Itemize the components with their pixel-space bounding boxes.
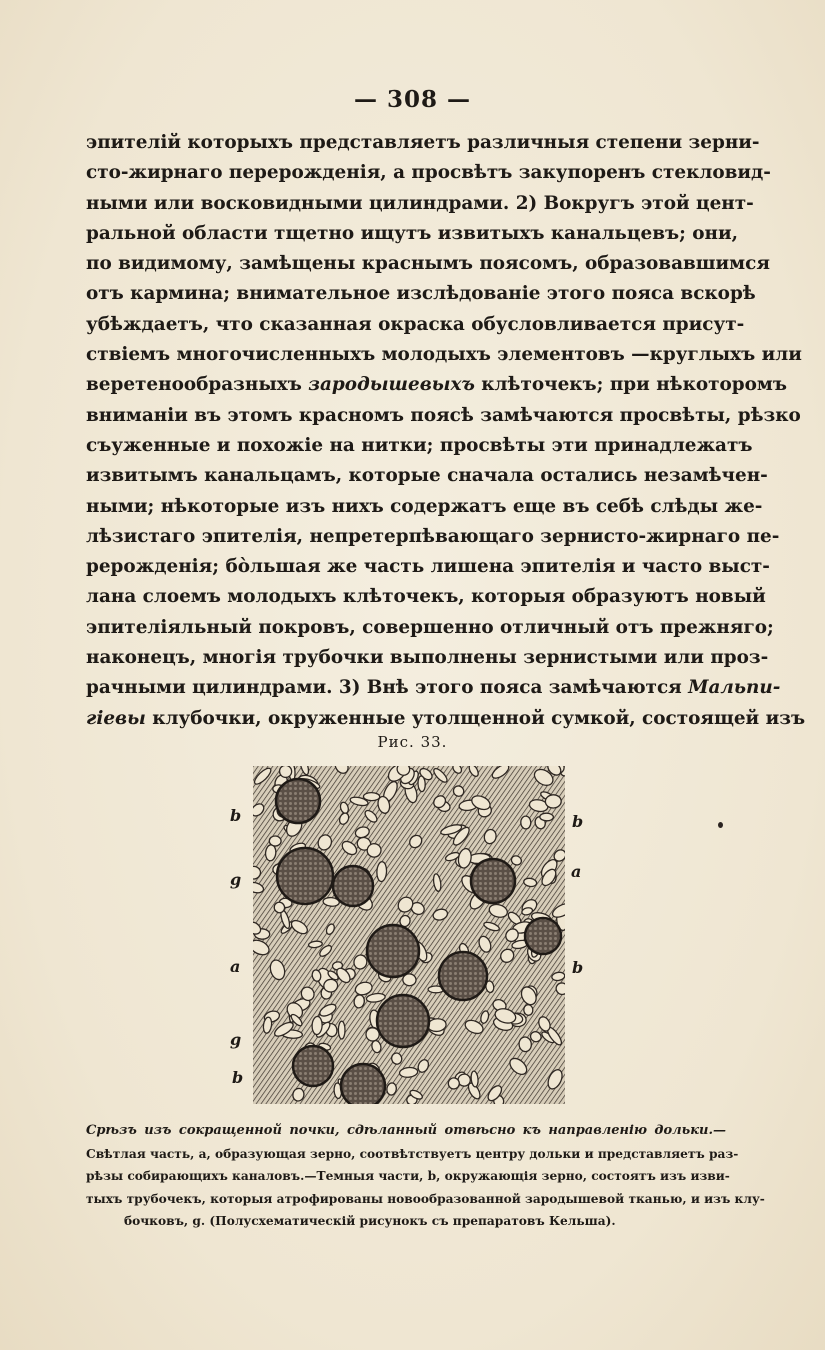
- text-line: ными или восковидными цилиндрами. 2) Вокругъ этой цент-: [86, 192, 754, 214]
- figure-caption: [86, 1120, 765, 1233]
- text-line: ральной области тщетно ищутъ извитыхъ канальцевъ; они,: [86, 222, 739, 244]
- text-line: [86, 704, 806, 734]
- text-line: [86, 370, 788, 400]
- caption-line: рѣзы собирающихъ каналовъ.—Темныя части, b, окружающія зерно, состоятъ изъ изви-: [86, 1169, 730, 1183]
- glomerulus: [276, 779, 320, 823]
- figure-label: b: [572, 812, 584, 831]
- figure-label: b: [232, 1068, 244, 1087]
- figure-label: a: [571, 862, 582, 881]
- text-line: извитымъ канальцамъ, которые сначала остались незамѣчен-: [86, 465, 768, 487]
- text-line: [86, 673, 781, 703]
- figure-label: b: [230, 806, 242, 825]
- glomerulus: [341, 1064, 385, 1104]
- figure-label: b: [572, 958, 584, 977]
- text-segment: клубочки, окруженные утолщенной сумкой, состоящей изъ: [145, 707, 806, 729]
- caption-line: бочковъ, g. (Полусхематическій рисунокъ съ препаратовъ Кельша).: [124, 1214, 616, 1228]
- figure-label: g: [230, 1030, 242, 1049]
- glomerulus: [293, 1046, 333, 1086]
- tubule-section: [418, 776, 426, 792]
- tubule-section: [323, 979, 338, 993]
- caption-line: Срѣзъ изъ сокращенной почки, сдѣланный отвѣсно къ направленію дольки.—: [86, 1123, 726, 1138]
- italic-term: гіевы: [86, 707, 146, 729]
- glomerulus: [525, 918, 561, 954]
- glomerulus: [333, 866, 373, 906]
- text-line: съуженные и похожіе на нитки; просвѣты эти принадлежатъ: [86, 434, 753, 456]
- tubule-section: [312, 1016, 323, 1034]
- tubule-section: [545, 794, 561, 808]
- tubule-section: [376, 861, 387, 881]
- text-line: ствіемъ многочисленныхъ молодыхъ элементовъ —круглыхъ или: [86, 344, 802, 366]
- text-segment: веретенообразныхъ: [86, 374, 309, 396]
- page-number: — 308 —: [353, 86, 472, 113]
- tubule-section: [269, 836, 281, 846]
- text-line: лѣзистаго эпителія, непретерпѣвающаго зернисто-жирнаго пе-: [86, 525, 780, 547]
- text-line: рерожденія; бо̀льшая же часть лишена эпителія и часто выст-: [86, 556, 770, 578]
- glomerulus: [439, 952, 487, 1000]
- text-line: сто-жирнаго перерожденія, а просвѣтъ закупоренъ стекловид-: [86, 162, 771, 184]
- caption-line: тыхъ трубочекъ, которыя атрофированы новообразованной зародышевой тканью, и изъ клу-: [86, 1191, 765, 1206]
- glomerulus: [367, 925, 419, 977]
- tubule-section: [540, 813, 554, 821]
- figure-label: a: [230, 957, 241, 976]
- tubule-section: [338, 1021, 345, 1039]
- text-line: по видимому, замѣщены краснымъ поясомъ, образовавшимся: [86, 253, 770, 275]
- ink-speck: [718, 822, 723, 828]
- text-line: отъ кармина; внимательное изслѣдованіе этого пояса вскорѣ: [86, 283, 756, 305]
- italic-term: зародышевыхъ: [308, 374, 475, 396]
- glomerulus: [377, 995, 429, 1047]
- text-line: наконецъ, многія трубочки выполнены зернистыми или проз-: [86, 647, 769, 669]
- text-segment: рачными цилиндрами. 3) Внѣ этого пояса замѣчаются: [86, 677, 689, 699]
- tubule-section: [523, 1004, 533, 1015]
- body-text: [86, 128, 806, 734]
- text-line: эпителіяльный покровъ, совершенно отличный отъ прежняго;: [86, 616, 774, 638]
- text-line: вниманіи въ этомъ красномъ поясѣ замѣчаются просвѣты, рѣзко: [86, 404, 801, 426]
- glomerulus: [277, 848, 333, 904]
- kidney-section-engraving: [253, 766, 565, 1104]
- italic-term: Мальпи-: [688, 677, 781, 699]
- text-line: убѣждаетъ, что сказанная окраска обусловливается присут-: [86, 313, 745, 335]
- figure-label: g: [230, 870, 242, 889]
- figure-title: Рис. 33.: [377, 733, 448, 751]
- tubule-section: [521, 816, 531, 829]
- text-line: эпителій которыхъ представляетъ различныя степени зерни-: [86, 132, 760, 153]
- text-line: ными; нѣкоторые изъ нихъ содержатъ еще въ себѣ слѣды же-: [86, 495, 763, 517]
- glomerulus: [471, 859, 515, 903]
- text-segment: клѣточекъ; при нѣкоторомъ: [474, 374, 788, 396]
- caption-line: Свѣтлая часть, a, образующая зерно, соотвѣтствуетъ центру дольки и представляетъ раз-: [86, 1146, 739, 1161]
- text-line: лана слоемъ молодыхъ клѣточекъ, которыя образуютъ новый: [86, 586, 766, 608]
